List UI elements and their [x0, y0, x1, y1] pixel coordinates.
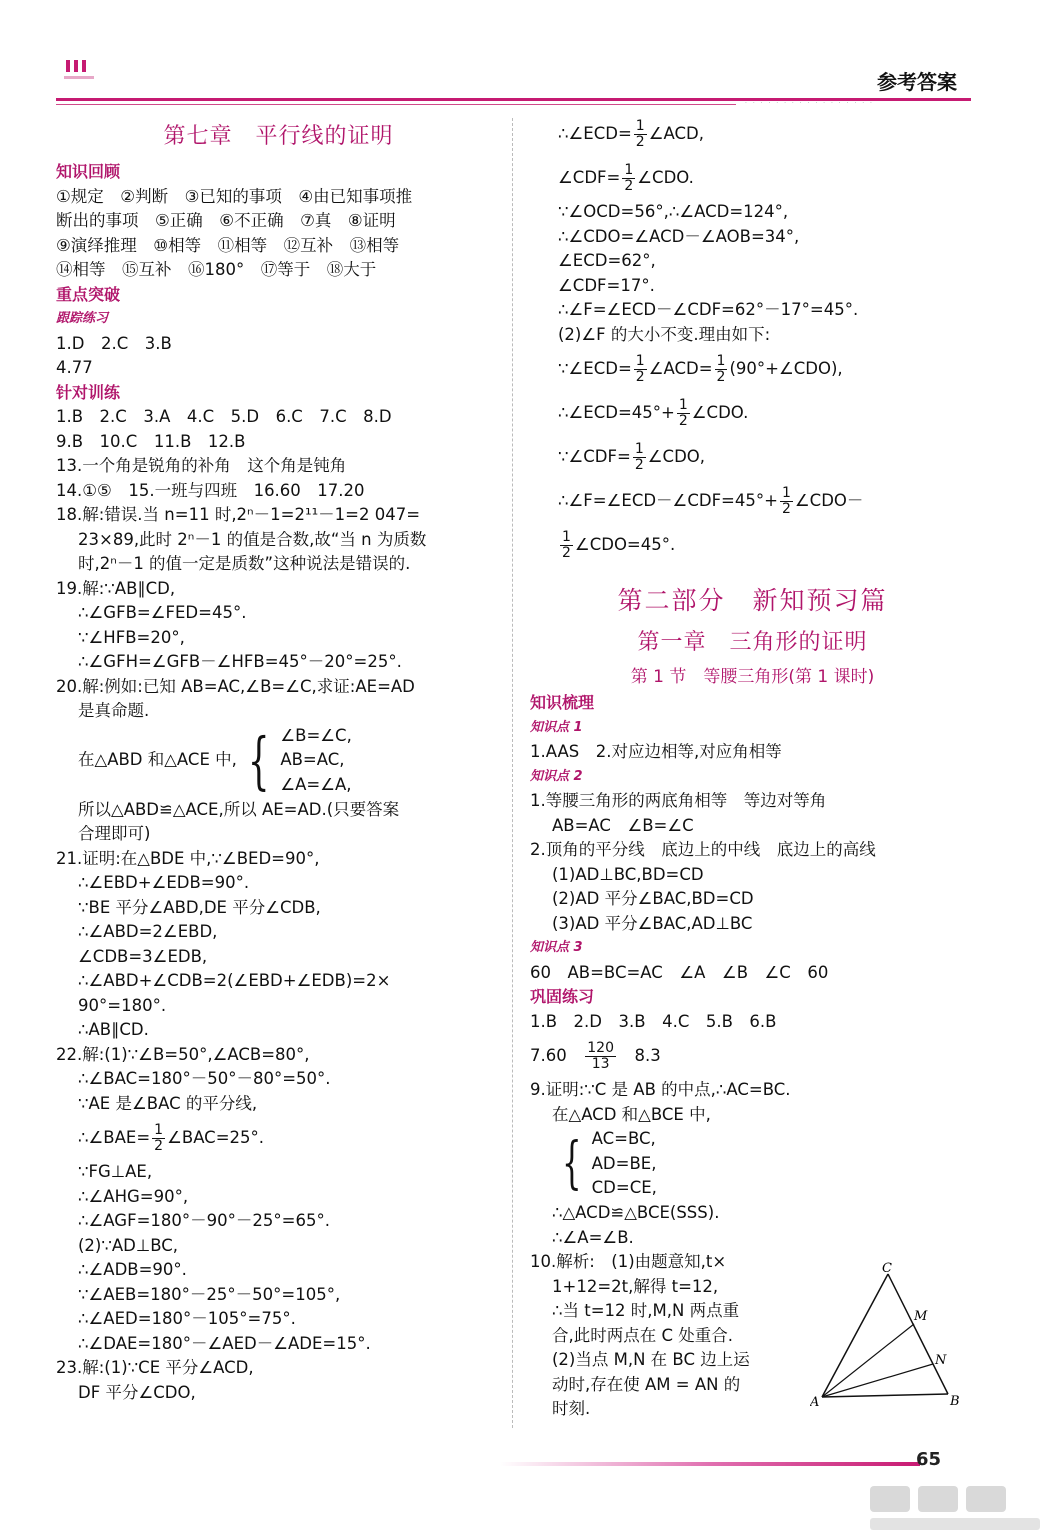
- chapter2-title: 第一章 三角形的证明: [637, 630, 868, 655]
- q20-brace-lines: [280, 724, 352, 798]
- text-line: ∴∠GFH=∠GFB－∠HFB=45°－20°=25°.: [78, 652, 402, 671]
- r5-post: ∠CDO,: [647, 447, 706, 466]
- text-line: DF 平分∠CDO,: [78, 1382, 196, 1402]
- triangle-figure: [810, 1262, 970, 1412]
- q20-tail: [56, 798, 501, 847]
- text-line: ⑭相等 ⑮互补 ⑯180° ⑰等于 ⑱大于: [56, 260, 377, 279]
- frac-numerator: 120: [587, 1040, 614, 1056]
- text-line: ∴当 t=12 时,M,N 两点重: [552, 1301, 740, 1320]
- fraction: [634, 354, 647, 385]
- label-m: M: [914, 1309, 928, 1324]
- header-rule-thin: [56, 104, 736, 105]
- kp3-list: [530, 961, 975, 986]
- text-line: 断出的事项 ⑤正确 ⑥不正确 ⑦真 ⑧证明: [56, 211, 396, 230]
- text-line: 22.解:(1)∵∠B=50°,∠ACB=80°,: [56, 1044, 310, 1064]
- brace-icon: {: [247, 723, 270, 797]
- q9-system: [530, 1127, 975, 1201]
- section-heading-sort: 知识梳理: [530, 693, 595, 712]
- text-line: AC=BC,: [591, 1129, 656, 1149]
- section-title: 第 1 节 等腰三角形(第 1 课时): [630, 667, 875, 687]
- text-line: ∴∠F=∠ECD－∠CDF=62°－17°=45°.: [558, 300, 859, 319]
- kp2-list: [530, 789, 975, 936]
- text-line: 18.解:错误.当 n=11 时,2ⁿ－1=2¹¹－1=2 047=: [56, 505, 421, 524]
- text-line: ∴∠CDO=∠ACD－∠AOB=34°,: [558, 226, 800, 246]
- page-number: 65: [916, 1449, 942, 1470]
- cons2-post: 8.3: [617, 1046, 661, 1065]
- text-line: ∠ECD=62°,: [558, 251, 656, 270]
- text-line: (2)当点 M,N 在 BC 边上运: [552, 1350, 750, 1369]
- q10-list: [530, 1250, 810, 1422]
- q9-list: [530, 1078, 975, 1127]
- knowledge-point-2: 知识点 2: [530, 768, 583, 784]
- frac-denominator: 2: [781, 501, 791, 517]
- text-line: ∴∠DAE=180°－∠AED－∠ADE=15°.: [78, 1333, 371, 1353]
- train-list: [56, 405, 501, 724]
- text-line: 1+12=2t,解得 t=12,: [552, 1276, 719, 1296]
- text-line: ∴△ACD≌△BCE(SSS).: [552, 1203, 720, 1222]
- text-line: 90°=180°.: [78, 995, 167, 1015]
- fraction: [152, 1123, 165, 1154]
- text-line: 合理即可): [78, 824, 151, 843]
- frac-denominator: 13: [591, 1056, 610, 1072]
- section-heading-key: 重点突破: [56, 284, 121, 304]
- text-line: ⑨演绎推理 ⑩相等 ⑪相等 ⑫互补 ⑬相等: [56, 235, 400, 255]
- header-title: 参考答案: [877, 70, 957, 94]
- text-line: ∠A=∠A,: [280, 774, 352, 794]
- text-line: ∴AB∥CD.: [78, 1020, 149, 1039]
- text-line: ∴∠A=∠B.: [552, 1227, 634, 1247]
- text-line: ∴∠ABD=2∠EBD,: [78, 922, 218, 941]
- text-line: 1.B 2.C 3.A 4.C 5.D 6.C 7.C 8.D: [56, 407, 392, 426]
- text-line: 时刻.: [552, 1399, 591, 1418]
- text-line: ①规定 ②判断 ③已知的事项 ④由已知事项推: [56, 186, 413, 206]
- text-line: CD=CE,: [591, 1178, 657, 1198]
- text-line: 9.B 10.C 11.B 12.B: [56, 431, 246, 451]
- kp1-list: [530, 740, 975, 765]
- section-heading-train: 针对训练: [56, 382, 121, 402]
- label-n: N: [935, 1353, 947, 1368]
- text-line: 合,此时两点在 C 处重合.: [552, 1325, 734, 1345]
- frac-numerator: 1: [562, 529, 571, 545]
- text-line: 60 AB=BC=AC ∠A ∠B ∠C 60: [530, 962, 829, 982]
- text-line: 4.77: [56, 358, 93, 377]
- section-heading-review: 知识回顾: [56, 162, 121, 181]
- text-line: 20.解:例如:已知 AB=AC,∠B=∠C,求证:AE=AD: [56, 676, 415, 696]
- r3-post: (90°+∠CDO),: [729, 359, 843, 378]
- chapter-title: 第七章 平行线的证明: [163, 124, 394, 149]
- text-line: ∵∠OCD=56°,∴∠ACD=124°,: [558, 202, 789, 221]
- text-line: 1.D 2.C 3.B: [56, 333, 172, 353]
- r-frac-line-5: [530, 435, 975, 479]
- r-frac-line-6: [530, 479, 975, 523]
- r6-pre: ∴∠F=∠ECD－∠CDF=45°+: [558, 491, 778, 510]
- side-ab: [822, 1394, 948, 1397]
- text-line: 23.解:(1)∵CE 平分∠ACD,: [56, 1358, 254, 1377]
- text-line: 19.解:∵AB∥CD,: [56, 578, 176, 598]
- fraction: [634, 119, 647, 150]
- r2-pre: ∠CDF=: [558, 168, 621, 187]
- text-line: ∠B=∠C,: [280, 725, 352, 745]
- text-line: 14.①⑤ 15.一班与四班 16.60 17.20: [56, 480, 365, 500]
- follow-list: [56, 332, 501, 381]
- cons2-pre: 7.60: [530, 1046, 584, 1065]
- r2-post: ∠CDO.: [637, 168, 694, 187]
- cons-line-1: 1.B 2.D 3.B 4.C 5.B 6.B: [530, 1011, 777, 1031]
- brace-icon: {: [562, 1131, 582, 1196]
- text-line: ∴∠ABD+∠CDB=2(∠EBD+∠EDB)=2×: [78, 971, 391, 990]
- frac-denominator: 2: [562, 545, 571, 561]
- frac-denominator: 2: [716, 369, 726, 385]
- frac-numerator: 1: [624, 162, 634, 178]
- text-line: ∴∠AGF=180°－90°－25°=65°.: [78, 1211, 330, 1230]
- frac-numerator: 1: [781, 485, 791, 501]
- part-title: 第二部分 新知预习篇: [617, 586, 888, 615]
- r3-pre: ∵∠ECD=: [558, 359, 632, 378]
- text-line: ∴∠AED=180°－105°=75°.: [78, 1309, 296, 1328]
- text-line: ∴∠ADB=90°.: [78, 1260, 187, 1279]
- segment-an: [822, 1364, 933, 1397]
- text-line: ∴∠GFB=∠FED=45°.: [78, 603, 247, 622]
- text-line: ∠CDB=3∠EDB,: [78, 946, 208, 966]
- fraction: [560, 530, 573, 561]
- text-line: (1)AD⊥BC,BD=CD: [552, 864, 704, 884]
- fraction: [585, 1041, 616, 1072]
- r1-pre: ∴∠ECD=: [558, 124, 632, 143]
- r1-post: ∠ACD,: [648, 124, 704, 143]
- text-line: ∠CDF=17°.: [558, 275, 655, 295]
- text-line: ∵∠AEB=180°－25°－50°=105°,: [78, 1284, 341, 1304]
- text-line: AD=BE,: [591, 1153, 657, 1173]
- text-line: ∵FG⊥AE,: [78, 1162, 153, 1181]
- frac-denominator: 2: [635, 134, 645, 150]
- text-line: 是真命题.: [78, 701, 150, 720]
- fraction: [633, 442, 646, 473]
- label-b: B: [950, 1394, 960, 1409]
- q9-tail: [530, 1201, 975, 1250]
- text-line: ∴∠BAC=180°－50°－80°=50°.: [78, 1069, 331, 1088]
- r6-post: ∠CDO－: [794, 491, 864, 510]
- label-a: A: [810, 1395, 820, 1410]
- r-frac-line-4: [530, 391, 975, 435]
- q22-frac-pre: ∴∠BAE=: [78, 1128, 151, 1147]
- fraction: [715, 354, 728, 385]
- r4-post: ∠CDO.: [691, 403, 749, 422]
- text-line: AB=AC,: [280, 750, 345, 770]
- footer-rule: [500, 1462, 920, 1466]
- frac-denominator: 2: [154, 1138, 164, 1154]
- text-line: (2)∠F 的大小不变.理由如下:: [558, 324, 771, 344]
- text-line: 所以△ABD≌△ACE,所以 AE=AD.(只要答案: [78, 799, 400, 819]
- r5-pre: ∵∠CDF=: [558, 447, 631, 466]
- text-line: 1.AAS 2.对应边相等,对应角相等: [530, 742, 782, 761]
- text-line: ∴∠EBD+∠EDB=90°.: [78, 873, 250, 892]
- left-column: [56, 118, 501, 1405]
- frac-denominator: 2: [634, 457, 644, 473]
- text-line: 动时,存在使 AM = AN 的: [552, 1374, 741, 1394]
- fraction: [780, 486, 793, 517]
- q22a-list: [56, 1043, 501, 1117]
- text-line: AB=AC ∠B=∠C: [552, 815, 694, 835]
- q9-brace-lines: [592, 1127, 657, 1201]
- q22b-list: [56, 1160, 501, 1405]
- frac-numerator: 1: [635, 353, 645, 369]
- column-divider: [512, 118, 514, 1428]
- knowledge-point-3: 知识点 3: [530, 940, 583, 955]
- text-line: 在△ACD 和△BCE 中,: [552, 1104, 711, 1124]
- fraction: [677, 398, 690, 429]
- frac-denominator: 2: [635, 369, 645, 385]
- frac-numerator: 1: [635, 118, 645, 134]
- q21-list: [56, 847, 501, 1043]
- watermark-logo-icon: [860, 1480, 1050, 1534]
- review-list: [56, 185, 501, 283]
- frac-numerator: 1: [634, 441, 644, 457]
- frac-denominator: 2: [624, 178, 634, 194]
- section-heading-consolidate: 巩固练习: [530, 987, 595, 1006]
- text-line: 13.一个角是锐角的补角 这个角是钝角: [56, 456, 347, 475]
- r-frac-line-1: [530, 112, 975, 156]
- text-line: ∴∠AHG=90°,: [78, 1186, 189, 1206]
- label-c: C: [882, 1262, 892, 1276]
- frac-numerator: 1: [154, 1122, 164, 1138]
- subheading-follow: 跟踪练习: [56, 311, 109, 326]
- r4-pre: ∴∠ECD=45°+: [558, 403, 675, 422]
- text-line: (3)AD 平分∠BAC,AD⊥BC: [552, 913, 753, 933]
- q22-frac-line: [56, 1116, 501, 1160]
- q22-frac-post: ∠BAC=25°.: [167, 1128, 265, 1147]
- r-frac-line-3: [530, 347, 975, 391]
- frac-numerator: 1: [678, 397, 688, 413]
- text-line: 10.解析: (1)由题意知,t×: [530, 1252, 727, 1271]
- text-line: 时,2ⁿ－1 的值一定是质数”这种说法是错误的.: [78, 554, 411, 573]
- text-line: (2)∵AD⊥BC,: [78, 1235, 179, 1255]
- fraction: [622, 163, 635, 194]
- r3-mid: ∠ACD=: [648, 359, 713, 378]
- header-dots: · · · · · · · · · · · · · · · · ·: [745, 100, 874, 107]
- knowledge-point-1: 知识点 1: [530, 719, 583, 735]
- q20-system: [56, 724, 501, 798]
- text-line: 9.证明:∵C 是 AB 的中点,∴AC=BC.: [530, 1080, 791, 1099]
- text-line: 2.顶角的平分线 底边上的中线 底边上的高线: [530, 840, 876, 859]
- text-line: (2)AD 平分∠BAC,BD=CD: [552, 889, 754, 908]
- side-ac: [822, 1274, 888, 1397]
- q20-prefix: 在△ABD 和△ACE 中,: [78, 750, 237, 770]
- frac-denominator: 2: [678, 413, 688, 429]
- text-line: 21.证明:在△BDE 中,∵∠BED=90°,: [56, 848, 320, 868]
- r7-post: ∠CDO=45°.: [574, 535, 676, 554]
- text-line: 1.等腰三角形的两底角相等 等边对等角: [530, 791, 827, 810]
- segment-am: [822, 1324, 914, 1397]
- right-column: [530, 118, 975, 1422]
- r-frac-line-2: [530, 156, 975, 200]
- r-frac-line-7: [530, 523, 975, 567]
- text-line: ∵AE 是∠BAC 的平分线,: [78, 1093, 258, 1113]
- text-line: 23×89,此时 2ⁿ－1 的值是合数,故“当 n 为质数: [78, 529, 427, 549]
- r-lines-1: [530, 200, 975, 347]
- text-line: ∵BE 平分∠ABD,DE 平分∠CDB,: [78, 897, 321, 917]
- side-cb: [888, 1274, 948, 1394]
- publisher-logo-icon: [64, 52, 102, 82]
- frac-numerator: 1: [716, 353, 726, 369]
- text-line: ∵∠HFB=20°,: [78, 627, 185, 647]
- cons-line-2: [530, 1034, 975, 1078]
